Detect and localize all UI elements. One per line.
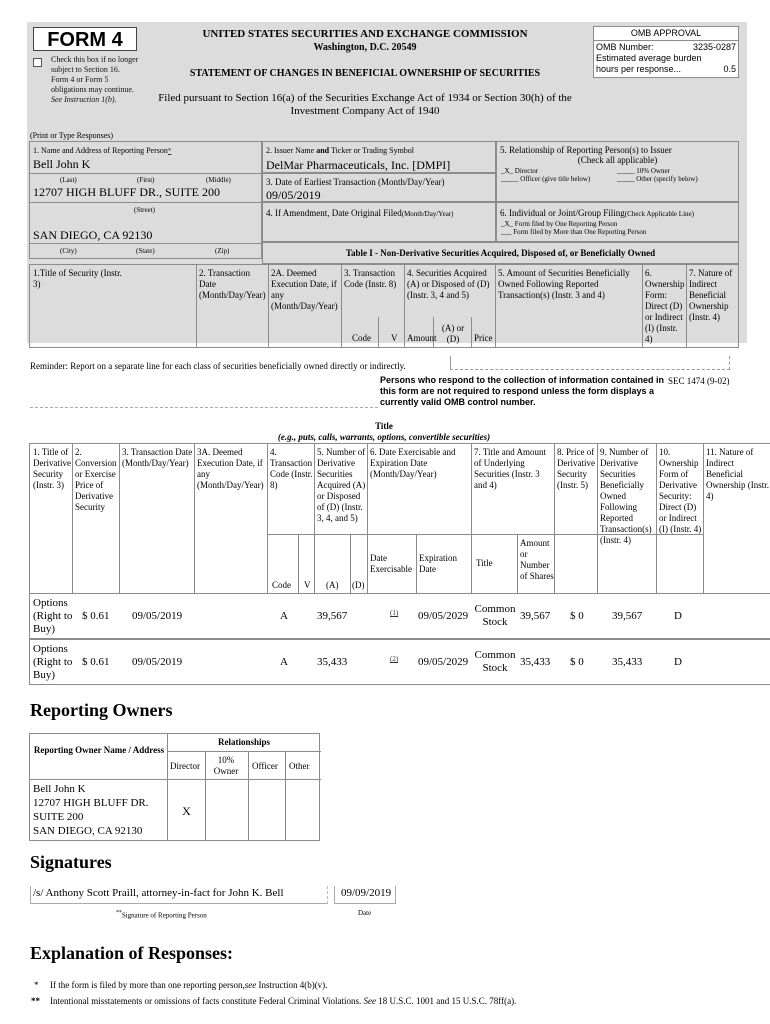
zip-label: (Zip) — [215, 247, 230, 255]
one-reporting-person: _X_ Form filed by One Reporting Person — [501, 220, 618, 228]
section16-checkbox-text: Check this box if no longer subject to Section 16. Form 4 or Form 5 obligations may continue. See Instruction 1(b). — [51, 55, 139, 104]
t2-a: (A) — [326, 580, 339, 590]
t2-r2-price: $ 0.61 — [82, 656, 110, 668]
box6-filing — [496, 202, 739, 242]
table1-header — [29, 264, 739, 348]
t1-price: Price — [474, 333, 493, 343]
t1-col2: 2. Transaction Date (Month/Day/Year) — [199, 268, 266, 300]
signature-date: 09/09/2019 — [341, 887, 392, 899]
t2-date-exercisable: Date Exercisable — [370, 553, 412, 574]
street-label: (Street) — [134, 206, 155, 214]
t1-col2a: 2A. Deemed Execution Date, if any (Month/Day/Year) — [271, 268, 338, 311]
box2-label: 2. Issuer Name and Ticker or Trading Symbol — [266, 146, 415, 155]
t2-r1-code: A — [280, 610, 288, 622]
section16-checkbox[interactable] — [33, 58, 42, 67]
t2-title: Title — [476, 558, 493, 568]
reminder-box — [450, 356, 730, 370]
box3-label: 3. Date of Earliest Transaction (Month/Day/Year) — [266, 177, 445, 187]
t1-col7: 7. Nature of Indirect Beneficial Ownership (Instr. 4) — [689, 268, 733, 322]
t2-expiration-date: Expiration Date — [419, 553, 457, 574]
t2-d: (D) — [352, 580, 365, 590]
t2-col3: 3. Transaction Date (Month/Day/Year) — [122, 447, 193, 468]
state-label: (State) — [136, 247, 155, 255]
last-label: (Last) — [60, 176, 77, 184]
table2-title: Title — [375, 421, 393, 431]
t2-r2-title: Options (Right to Buy) — [33, 643, 73, 681]
t2-col4: 4. Transaction Code (Instr. 8) — [270, 447, 313, 490]
more-reporting-persons: ___ Form filed by More than One Reporting Person — [501, 228, 647, 236]
t2-col3a: 3A. Deemed Execution Date, if any (Month/Day/Year) — [197, 447, 264, 490]
first-label: (First) — [137, 176, 155, 184]
persons-notice: Persons who respond to the collection of information contained in this form are not required to respond unless the form displays a currently valid OMB control number. — [380, 375, 665, 407]
t1-aord: (A) or (D) — [441, 323, 465, 344]
t2-r2-price8: $ 0 — [570, 656, 584, 668]
t2-r1-title: Options (Right to Buy) — [33, 597, 73, 635]
table1-title-box — [262, 242, 739, 264]
reminder-text: Reminder: Report on a separate line for each class of securities beneficially owned directly or indirectly. — [30, 361, 406, 371]
owner-line-2: 12707 HIGH BLUFF DR. — [33, 797, 149, 809]
other-header: Other — [289, 761, 310, 771]
filed-pursuant-text: Filed pursuant to Section 16(a) of the Securities Exchange Act of 1934 or Section 30(h) of the Investment Company Act of 1940 — [158, 92, 572, 117]
agency-name: UNITED STATES SECURITIES AND EXCHANGE COMMISSION — [202, 28, 528, 40]
t2-r1-form: D — [674, 610, 682, 622]
print-or-type: (Print or Type Responses) — [30, 131, 114, 140]
earliest-transaction-date: 09/05/2019 — [266, 188, 321, 202]
t1-col6: 6. Ownership Form: Direct (D) or Indirect (I) (Instr. 4) — [645, 268, 685, 344]
t2-r2-code: A — [280, 656, 288, 668]
t2-r1-footnote[interactable]: (1) — [390, 609, 399, 617]
note1-mark: * — [34, 980, 39, 990]
t2-col2: 2. Conversion or Exercise Price of Derivative Security — [75, 447, 117, 512]
sec-code: SEC 1474 (9-02) — [668, 376, 730, 386]
ten-pct-owner-check: _____ 10% Owner — [617, 167, 670, 175]
t2-r2-utitle: Common Stock — [474, 649, 516, 674]
director-check: _X_ Director — [501, 167, 539, 175]
owner-name-header: Reporting Owner Name / Address — [33, 745, 165, 755]
t2-r2-a: 35,433 — [317, 656, 348, 668]
signature-box — [30, 886, 328, 904]
reporting-person-street: 12707 HIGH BLUFF DR., SUITE 200 — [33, 185, 221, 199]
reporting-owners-table — [29, 733, 320, 841]
statement-title: STATEMENT OF CHANGES IN BENEFICIAL OWNERSHIP OF SECURITIES — [189, 68, 541, 79]
ten-pct-header: 10% Owner — [213, 755, 239, 776]
t2-r1-owned: 39,567 — [612, 610, 643, 622]
t2-row-2 — [29, 639, 770, 685]
officer-check: _____ Officer (give title below) — [501, 175, 591, 183]
t2-col1: 1. Title of Derivative Security (Instr. 3) — [33, 447, 71, 490]
t2-r1-price8: $ 0 — [570, 610, 584, 622]
reporting-owners-heading: Reporting Owners — [30, 700, 173, 720]
t2-col7: 7. Title and Amount of Underlying Securities (Instr. 3 and 4) — [474, 447, 547, 490]
t2-col10: 10. Ownership Form of Derivative Security: Direct (D) or Indirect (I) (Instr. 4) — [659, 447, 702, 534]
omb-hours-label: hours per response... — [596, 64, 682, 74]
owner-line-4: SAN DIEGO, CA 92130 — [33, 825, 143, 837]
t1-amount: Amount — [407, 333, 437, 343]
box5-sub: (Check all applicable) — [577, 155, 658, 165]
t2-r1-date: 09/05/2019 — [132, 610, 183, 622]
table2-subtitle: (e.g., puts, calls, warrants, options, convertible securities) — [277, 432, 491, 442]
t2-col8: 8. Price of Derivative Security (Instr. 5) — [557, 447, 595, 490]
t2-r2-date: 09/05/2019 — [132, 656, 183, 668]
owner-line-3: SUITE 200 — [33, 811, 84, 823]
table2-header — [29, 443, 770, 594]
omb-number: 3235-0287 — [692, 42, 736, 52]
box6-label: 6. Individual or Joint/Group Filing(Check Applicable Line) — [500, 208, 694, 218]
t2-r1-a: 39,567 — [317, 610, 348, 622]
date-label: Date — [358, 909, 372, 917]
omb-approval-box — [593, 26, 739, 78]
explanation-heading: Explanation of Responses: — [30, 943, 234, 963]
agency-location: Washington, D.C. 20549 — [313, 42, 417, 53]
t2-r2-uamount: 35,433 — [520, 656, 551, 668]
note2-text: Intentional misstatements or omissions of facts constitute Federal Criminal Violations. See 18 U.S.C. 1001 and 15 U.S.C. 78ff(a). — [50, 996, 517, 1006]
t2-col9: 9. Number of Derivative Securities Beneficially Owned Following Reported Transaction(s) (Instr. 4) — [600, 447, 652, 545]
box1-reporting-person — [29, 141, 262, 259]
t2-r1-price: $ 0.61 — [82, 610, 110, 622]
t2-r1-expiration: 09/05/2029 — [418, 610, 469, 622]
officer-header: Officer — [252, 761, 278, 771]
city-label: (City) — [60, 247, 77, 255]
omb-title: OMB APPROVAL — [630, 28, 702, 38]
signature-date-box — [334, 886, 396, 904]
other-check: _____ Other (specify below) — [617, 175, 698, 183]
t2-r2-owned: 35,433 — [612, 656, 643, 668]
omb-burden: Estimated average burden — [596, 53, 702, 63]
t1-col5: 5. Amount of Securities Beneficially Owned Following Reported Transaction(s) (Instr. 3 and 4) — [498, 268, 630, 300]
box5-label: 5. Relationship of Reporting Person(s) to Issuer — [500, 145, 672, 155]
relationships-header: Relationships — [217, 737, 270, 747]
middle-label: (Middle) — [206, 176, 231, 184]
signatures-heading: Signatures — [30, 852, 112, 872]
t2-col5: 5. Number of Derivative Securities Acquired (A) or Disposed of (D) (Instr. 3, 4, and 5) — [317, 447, 366, 523]
note2-mark: ** — [31, 996, 40, 1006]
box5-relationship — [496, 141, 739, 202]
issuer-name: DelMar Pharmaceuticals, Inc. [DMPI] — [266, 158, 451, 172]
director-header: Director — [170, 761, 200, 771]
t2-r1-uamount: 39,567 — [520, 610, 551, 622]
form-title: FORM 4 — [47, 29, 123, 51]
director-mark: X — [182, 804, 191, 818]
note1-text: If the form is filed by more than one reporting person,see Instruction 4(b)(v). — [50, 980, 328, 990]
owner-line-1: Bell John K — [33, 783, 86, 795]
t1-col4: 4. Securities Acquired (A) or Disposed of (D) (Instr. 3, 4 and 5) — [407, 268, 490, 300]
t1-v: V — [391, 333, 398, 343]
table1-title: Table I - Non-Derivative Securities Acquired, Disposed of, or Beneficially Owned — [345, 248, 656, 258]
t2-code: Code — [272, 580, 291, 590]
omb-hours: 0.5 — [723, 64, 736, 74]
signature-label: **Signature of Reporting Person — [116, 910, 207, 920]
t2-r2-expiration: 09/05/2029 — [418, 656, 469, 668]
t2-amount-shares: Amount or Number of Shares — [520, 538, 554, 581]
box2-issuer — [262, 141, 496, 173]
t1-col1: 1.Title of Security (Instr. 3) — [33, 268, 122, 289]
t2-r1-utitle: Common Stock — [474, 603, 516, 628]
form-title-box — [33, 27, 137, 51]
box3-earliest-date — [262, 173, 496, 202]
reporting-person-city: SAN DIEGO, CA 92130 — [33, 228, 153, 242]
t2-v: V — [304, 580, 311, 590]
box4-amendment — [262, 202, 496, 242]
box4-label: 4. If Amendment, Date Original Filed(Month/Day/Year) — [266, 208, 454, 218]
omb-number-label: OMB Number: — [596, 42, 654, 52]
t2-r2-form: D — [674, 656, 682, 668]
t2-row-1 — [29, 593, 770, 639]
t2-col11: 11. Nature of Indirect Beneficial Ownership (Instr. 4) — [706, 447, 769, 501]
box1-label: 1. Name and Address of Reporting Person* — [33, 146, 172, 155]
reporting-person-name: Bell John K — [33, 157, 91, 171]
signature-value: /s/ Anthony Scott Praill, attorney-in-fact for John K. Bell — [33, 887, 284, 899]
t1-code: Code — [352, 333, 371, 343]
t2-col6: 6. Date Exercisable and Expiration Date (Month/Day/Year) — [370, 447, 456, 479]
t1-col3: 3. Transaction Code (Instr. 8) — [344, 268, 397, 289]
persons-left-line — [30, 376, 378, 408]
t2-r2-footnote[interactable]: (2) — [390, 655, 399, 663]
